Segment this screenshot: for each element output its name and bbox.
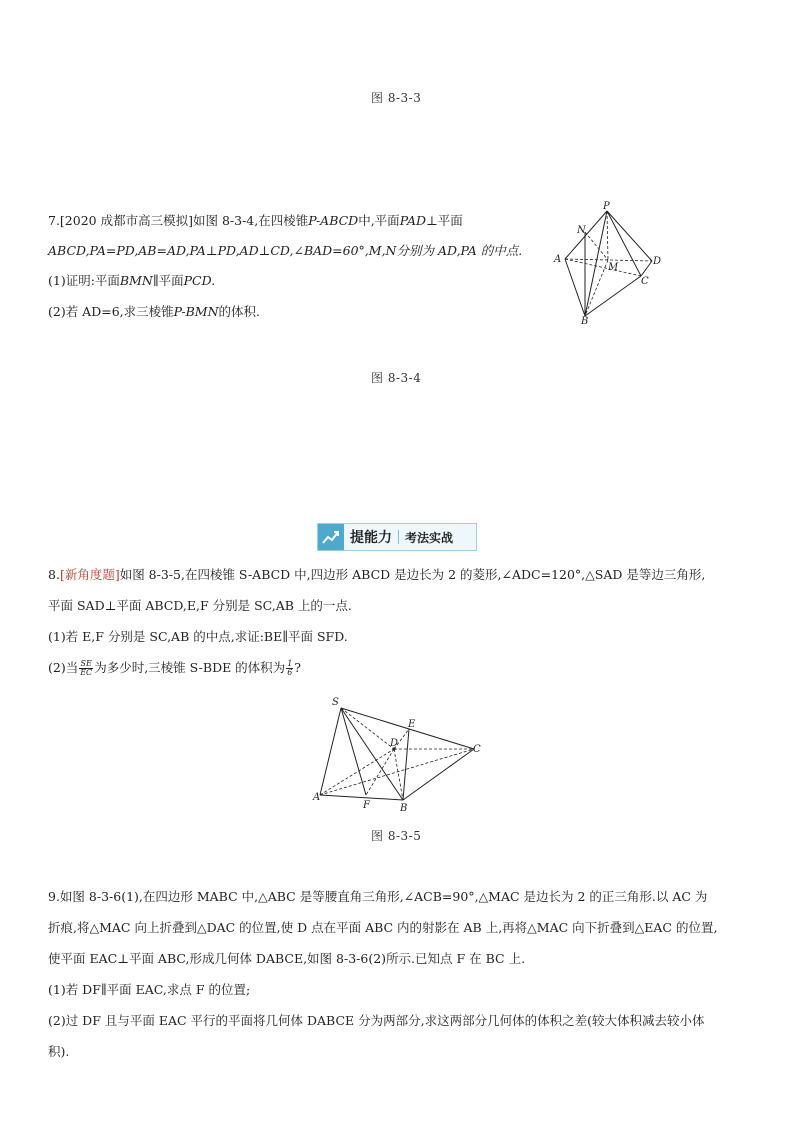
point-label-A: A bbox=[554, 254, 562, 265]
hidden-edge-AD bbox=[565, 259, 652, 261]
q7-text: (2)若 AD=6,求三棱锥 bbox=[48, 304, 174, 319]
q8-line-2: 平面 SAD⊥平面 ABCD,E,F 分别是 SC,AB 上的一点. bbox=[48, 598, 352, 613]
q8-text: 为多少时,三棱锥 S-BDE 的体积为 bbox=[94, 660, 286, 675]
q8-line-3: (1)若 E,F 分别是 SC,AB 的中点,求证:BE∥平面 SFD. bbox=[48, 629, 348, 644]
fraction-one-sixth bbox=[286, 660, 293, 677]
point-label-C: C bbox=[473, 744, 481, 755]
edge-PB bbox=[585, 211, 607, 316]
fraction-denominator: 6 bbox=[287, 668, 293, 677]
q7-plane-name: PAD bbox=[399, 213, 426, 228]
point-label-B: B bbox=[581, 316, 589, 325]
edge-BC bbox=[585, 276, 641, 316]
point-label-A: A bbox=[313, 792, 321, 803]
q8-text: 如图 8-3-5,在四棱锥 S-ABCD 中,四边形 ABCD 是边长为 2 的菱形,∠ADC=120°,△SAD 是等边三角形, bbox=[119, 567, 706, 582]
hidden-segment-AC bbox=[320, 749, 474, 795]
edge-AB bbox=[565, 259, 585, 316]
point-label-S: S bbox=[332, 697, 339, 708]
section-banner bbox=[317, 523, 477, 551]
q7-text: 的体积. bbox=[218, 304, 260, 319]
q9-line-4: (1)若 DF∥平面 EAC,求点 F 的位置; bbox=[48, 982, 251, 997]
hidden-segment-PM bbox=[607, 211, 608, 260]
q7-text: 中,平面 bbox=[358, 213, 400, 228]
q8-line-4 bbox=[48, 660, 301, 677]
q9-line-1: 9.如图 8-3-6(1),在四边形 MABC 中,△ABC 是等腰直角三角形,∠ACB=90°,△MAC 是边长为 2 的正三角形.以 AC 为 bbox=[48, 889, 708, 904]
figure-caption-8-3-5: 图 8-3-5 bbox=[371, 829, 422, 843]
banner-subtitle: 考法实战 bbox=[405, 530, 454, 545]
figure-8-3-4 bbox=[548, 200, 678, 325]
hidden-segment-AC bbox=[565, 259, 641, 276]
hidden-segment-DB bbox=[394, 749, 403, 800]
q7-line-3 bbox=[48, 273, 215, 289]
q7-solid-name: P-BMN bbox=[173, 304, 219, 319]
hidden-edge-SD bbox=[341, 708, 394, 749]
q9-line-5: (2)过 DF 且与平面 EAC 平行的平面将几何体 DABCE 分为两部分,求这两部分几何体的体积之差(较大体积减去较小体 bbox=[48, 1013, 705, 1028]
q8-text: ? bbox=[294, 660, 301, 675]
point-label-E: E bbox=[408, 719, 416, 730]
q9-line-6: 积). bbox=[48, 1044, 70, 1059]
q8-line-1 bbox=[48, 567, 705, 583]
q8-number: 8. bbox=[48, 567, 60, 582]
q7-plane-name: BMN bbox=[119, 273, 153, 288]
trend-up-icon bbox=[318, 524, 344, 550]
q7-text: (1)证明:平面 bbox=[48, 273, 120, 288]
banner-title: 提能力 bbox=[350, 530, 392, 546]
rhombus-pyramid-diagram bbox=[310, 693, 485, 815]
hidden-segment-DF bbox=[366, 749, 394, 795]
edge-SF bbox=[341, 708, 366, 795]
pyramid-diagram bbox=[548, 200, 678, 325]
q7-plane-name: PCD. bbox=[183, 273, 216, 288]
fraction-numerator: SE bbox=[80, 659, 92, 668]
q7-text: ∥平面 bbox=[152, 273, 184, 288]
q7-text: 7.[2020 成都市高三模拟]如图 8-3-4,在四棱锥 bbox=[48, 213, 309, 228]
fraction-SE-EC bbox=[79, 660, 93, 677]
q7-line-2: ABCD,PA=PD,AB=AD,PA⊥PD,AD⊥CD,∠BAD=60°,M,N分别为 AD,PA 的中点. bbox=[48, 243, 523, 258]
segment-BE bbox=[403, 729, 409, 800]
fraction-denominator: EC bbox=[80, 668, 93, 677]
point-label-F: F bbox=[363, 800, 370, 811]
q9-line-2: 折痕,将△MAC 向上折叠到△DAC 的位置,使 D 点在平面 ABC 内的射影在 AB 上,再将△MAC 向下折叠到△EAC 的位置, bbox=[48, 920, 718, 935]
q8-new-angle-tag: [新角度题] bbox=[59, 567, 120, 582]
edge-BC bbox=[403, 749, 474, 800]
q7-line-1 bbox=[48, 213, 463, 229]
figure-8-3-5 bbox=[310, 693, 485, 815]
fraction-numerator: 1 bbox=[287, 659, 293, 668]
hidden-segment-NM bbox=[585, 232, 608, 260]
q7-solid-name: P-ABCD bbox=[308, 213, 359, 228]
point-label-C: C bbox=[641, 276, 649, 287]
edge-PA bbox=[565, 211, 607, 259]
point-label-B: B bbox=[400, 803, 408, 814]
figure-caption-8-3-3: 图 8-3-3 bbox=[371, 91, 422, 105]
point-label-N: N bbox=[577, 225, 586, 236]
point-label-D: D bbox=[653, 256, 662, 267]
q9-line-3: 使平面 EAC⊥平面 ABC,形成几何体 DABCE,如图 8-3-6(2)所示.已知点 F 在 BC 上. bbox=[48, 951, 526, 966]
edge-AB bbox=[320, 795, 403, 800]
q7-line-4 bbox=[48, 304, 260, 320]
hidden-edge-AD bbox=[320, 749, 394, 795]
edge-SA bbox=[320, 708, 341, 795]
figure-caption-8-3-4: 图 8-3-4 bbox=[371, 371, 422, 385]
q7-text: ⊥平面 bbox=[426, 213, 463, 228]
point-label-M: M bbox=[608, 262, 619, 273]
point-label-D: D bbox=[390, 738, 399, 749]
point-label-P: P bbox=[603, 201, 610, 212]
edge-CD bbox=[641, 261, 652, 276]
q8-text: (2)当 bbox=[48, 660, 79, 675]
